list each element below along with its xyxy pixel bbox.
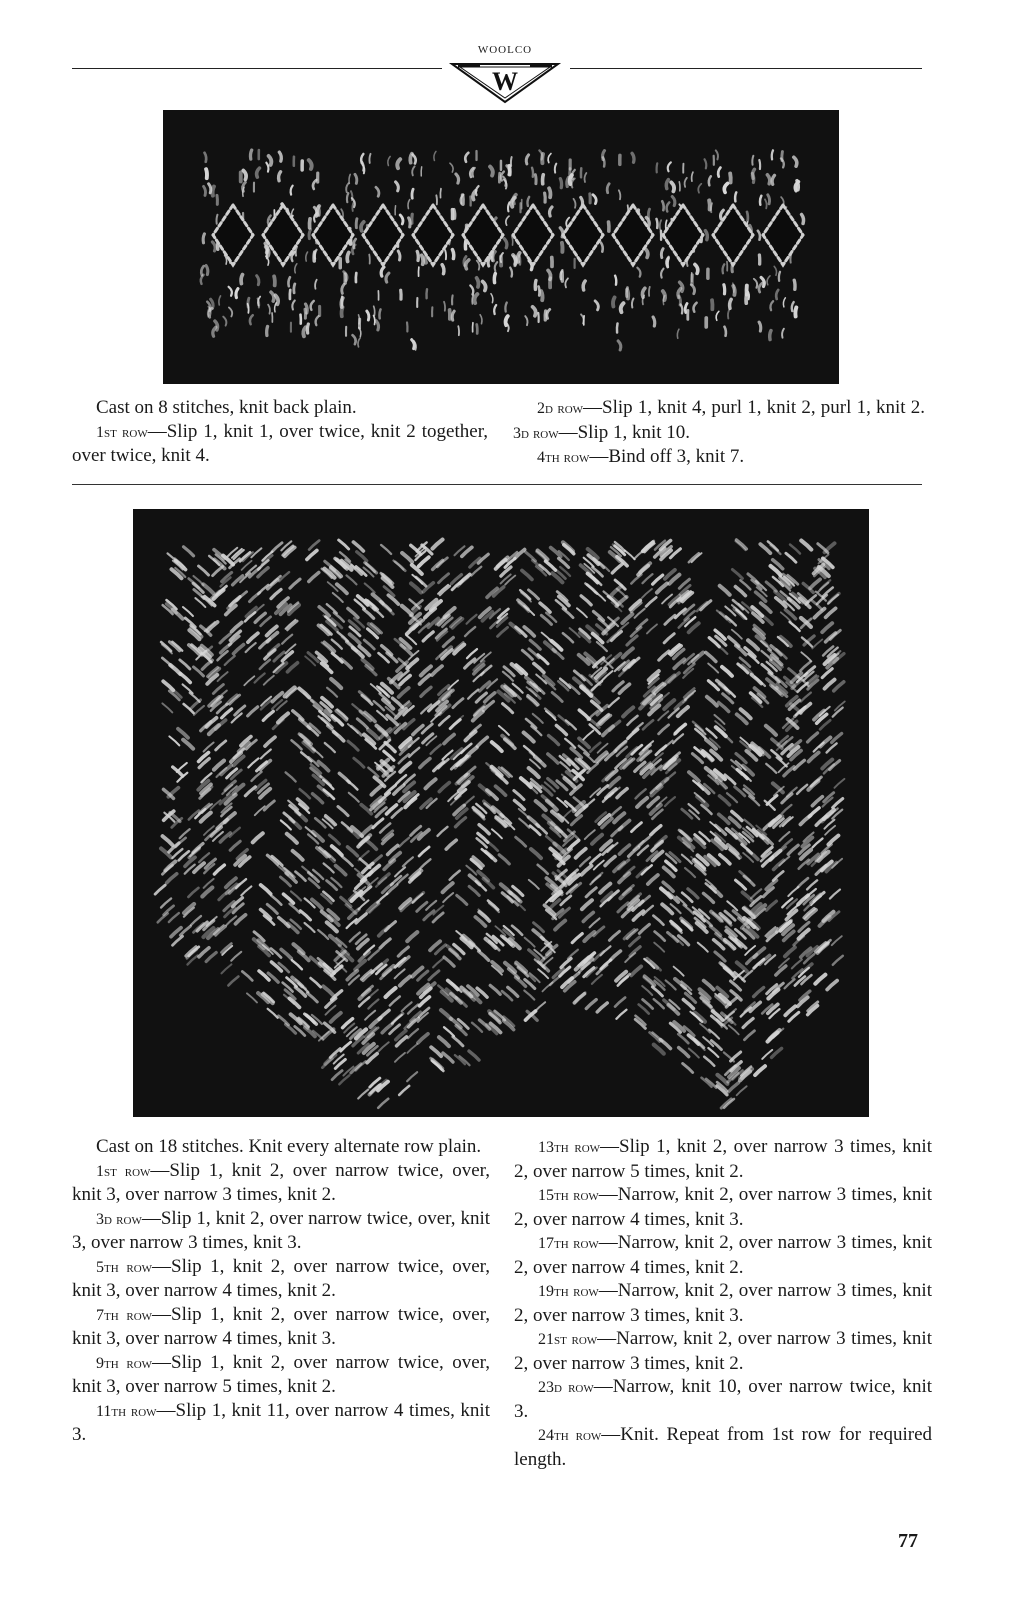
pattern2-row-21: 21st row—Narrow, knit 2, over narrow 3 times, knit 2, over narrow 3 times, knit 2.: [514, 1328, 932, 1374]
pattern2-row-23: 23d row—Narrow, knit 10, over narrow twice, knit 3.: [514, 1376, 933, 1422]
pattern2-instructions-left: [72, 1135, 490, 1447]
pattern1-row1: 1st row—Slip 1, knit 1, over twice, knit 2 together, over twice, knit 4.: [72, 420, 489, 466]
section-divider: [72, 484, 922, 485]
pattern2-row-11: 11th row—Slip 1, knit 11, over narrow 4 times, knit 3.: [72, 1399, 490, 1445]
logo-letter: W: [492, 67, 518, 96]
pattern2-row-3: 3d row—Slip 1, knit 2, over narrow twice, over, knit 3, over narrow 3 times, knit 3.: [72, 1207, 491, 1253]
pattern1-row4: 4th row—Bind off 3, knit 7.: [537, 446, 745, 467]
pattern1-intro: Cast on 8 stitches, knit back plain.: [96, 397, 357, 418]
header-rule-left: [72, 68, 442, 69]
knitted-edging-photo-1: [163, 110, 839, 384]
pattern1-row2-row3: 2d row—Slip 1, knit 4, purl 1, knit 2, purl 1, knit 2. 3d row—Slip 1, knit 10.: [513, 397, 926, 443]
header-rule-right: [570, 68, 922, 69]
pattern2-row-19: 19th row—Narrow, knit 2, over narrow 3 times, knit 2, over narrow 3 times, knit 3.: [514, 1280, 932, 1326]
pattern1-instructions-right: [513, 396, 925, 470]
pattern2-row-17: 17th row—Narrow, knit 2, over narrow 3 times, knit 2, over narrow 4 times, knit 2.: [514, 1232, 932, 1278]
pattern2-row-5: 5th row—Slip 1, knit 2, over narrow twice, over, knit 3, over narrow 4 times, knit 2.: [72, 1255, 490, 1301]
pattern2-row-1: 1st row—Slip 1, knit 2, over narrow twice, over, knit 3, over narrow 3 times, knit 2.: [72, 1159, 490, 1205]
pattern2-row-24: 24th row—Knit. Repeat from 1st row for required length.: [514, 1424, 932, 1470]
pattern2-row-15: 15th row—Narrow, knit 2, over narrow 3 times, knit 2, over narrow 4 times, knit 3.: [514, 1184, 932, 1230]
pattern1-instructions-left: [72, 396, 488, 468]
pattern2-row-13: 13th row—Slip 1, knit 2, over narrow 3 times, knit 2, over narrow 5 times, knit 2.: [514, 1136, 932, 1182]
woolco-logo: [440, 44, 570, 106]
pattern2-instructions-right: [514, 1135, 932, 1471]
knitted-edging-photo-2: [133, 509, 869, 1117]
pattern2-row-9: 9th row—Slip 1, knit 2, over narrow twice, over, knit 3, over narrow 5 times, knit 2.: [72, 1351, 490, 1397]
pattern2-row-7: 7th row—Slip 1, knit 2, over narrow twice, over, knit 3, over narrow 4 times, knit 3.: [72, 1303, 490, 1349]
pattern2-intro: Cast on 18 stitches. Knit every alternate row plain.: [96, 1136, 482, 1157]
page-number: 77: [898, 1530, 918, 1552]
logo-brand-text: WOOLCO: [477, 44, 533, 56]
